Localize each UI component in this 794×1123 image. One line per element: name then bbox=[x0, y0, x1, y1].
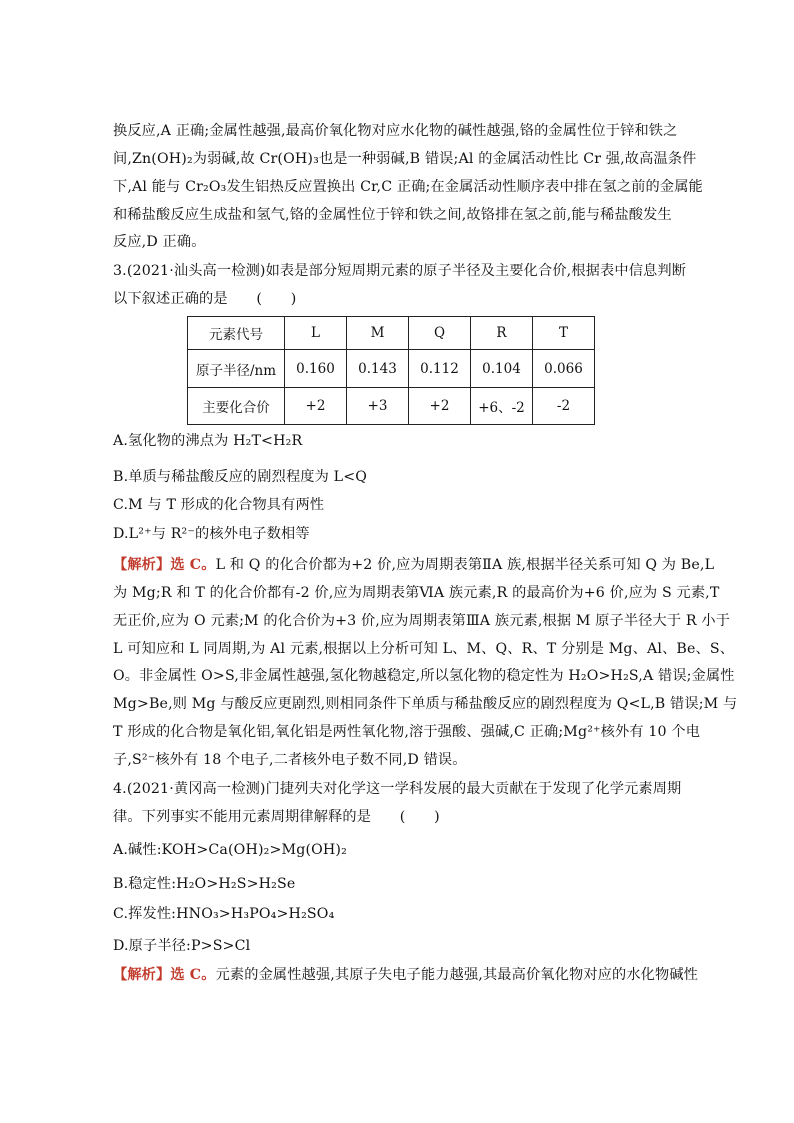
table-cell: Q bbox=[409, 317, 471, 350]
table-cell: +2 bbox=[285, 388, 347, 425]
table-cell: -2 bbox=[533, 388, 595, 425]
analysis-tag: 【解析】选 C。 bbox=[113, 967, 216, 983]
option-d: D.L²⁺与 R²⁻的核外电子数相等 bbox=[113, 526, 310, 542]
table-cell: R bbox=[471, 317, 533, 350]
table-cell: 0.143 bbox=[347, 350, 409, 388]
table-row bbox=[188, 350, 595, 388]
option-c: C.M 与 T 形成的化合物具有两性 bbox=[113, 497, 325, 513]
table-cell: 0.112 bbox=[409, 350, 471, 388]
analysis-line: Mg>Be,则 Mg 与酸反应更剧烈,则相同条件下单质与稀盐酸反应的剧烈程度为 Q<L,B 错误;M 与 bbox=[113, 696, 738, 712]
option-a: A.氢化物的沸点为 H₂T<H₂R bbox=[113, 433, 303, 449]
text-line: 间,Zn(OH)₂为弱碱,故 Cr(OH)₃也是一种弱碱,B 错误;Al 的金属活动性比 Cr 强,故高温条件 bbox=[113, 151, 697, 167]
analysis-line: 子,S²⁻核外有 18 个电子,二者核外电子数不同,D 错误。 bbox=[113, 752, 467, 768]
table-cell: 0.160 bbox=[285, 350, 347, 388]
text-line: 反应,D 正确。 bbox=[113, 234, 206, 250]
table-cell: +6、-2 bbox=[471, 388, 533, 425]
analysis-line bbox=[113, 555, 715, 575]
table-cell: M bbox=[347, 317, 409, 350]
text-line: 和稀盐酸反应生成盐和氢气,铬的金属性位于锌和铁之间,故铬排在氢之前,能与稀盐酸发生 bbox=[113, 207, 672, 223]
question-3-stem: 3.(2021·汕头高一检测)如表是部分短周期元素的原子半径及主要化合价,根据表中信息判断 bbox=[113, 263, 687, 279]
table-cell: L bbox=[285, 317, 347, 350]
question-4-stem: 律。下列事实不能用元素周期律解释的是 ( ) bbox=[113, 809, 440, 825]
analysis-text: 元素的金属性越强,其原子失电子能力越强,其最高价氧化物对应的水化物碱性 bbox=[215, 967, 699, 983]
analysis-line: L 可知应和 L 同周期,为 Al 元素,根据以上分析可知 L、M、Q、R、T 分别是 Mg、Al、Be、S、 bbox=[113, 641, 735, 657]
analysis-tag: 【解析】选 C。 bbox=[113, 557, 216, 573]
analysis-line: T 形成的化合物是氧化铝,氧化铝是两性氧化物,溶于强酸、强碱,C 正确;Mg²⁺核外有 10 个电 bbox=[113, 724, 701, 740]
table-row bbox=[188, 388, 595, 425]
analysis-line: 为 Mg;R 和 T 的化合价都有-2 价,应为周期表第ⅥA 族元素,R 的最高价为+6 价,应为 S 元素,T bbox=[113, 585, 720, 601]
table-cell: T bbox=[533, 317, 595, 350]
table-cell: 0.066 bbox=[533, 350, 595, 388]
question-4-stem: 4.(2021·黄冈高一检测)门捷列夫对化学这一学科发展的最大贡献在于发现了化学元素周期 bbox=[113, 781, 682, 797]
option-b: B.稳定性:H₂O>H₂S>H₂Se bbox=[113, 876, 296, 892]
analysis-line: O。非金属性 O>S,非金属性越强,氢化物越稳定,所以氢化物的稳定性为 H₂O>H₂S,A 错误;金属性 bbox=[113, 668, 735, 684]
analysis-text: L 和 Q 的化合价都为+2 价,应为周期表第ⅡA 族,根据半径关系可知 Q 为 Be,L bbox=[215, 557, 715, 573]
option-d: D.原子半径:P>S>Cl bbox=[113, 938, 251, 954]
option-c: C.挥发性:HNO₃>H₃PO₄>H₂SO₄ bbox=[113, 906, 335, 922]
text-line: 下,Al 能与 Cr₂O₃发生铝热反应置换出 Cr,C 正确;在金属活动性顺序表中排在氢之前的金属能 bbox=[113, 179, 703, 195]
table-cell: 0.104 bbox=[471, 350, 533, 388]
table-cell: +3 bbox=[347, 388, 409, 425]
table-cell: +2 bbox=[409, 388, 471, 425]
table-cell: 元素代号 bbox=[188, 317, 285, 350]
option-a: A.碱性:KOH>Ca(OH)₂>Mg(OH)₂ bbox=[113, 842, 347, 858]
analysis-line: 无正价,应为 O 元素;M 的化合价为+3 价,应为周期表第ⅢA 族元素,根据 M 原子半径大于 R 小于 bbox=[113, 613, 731, 629]
table-cell: 主要化合价 bbox=[188, 388, 285, 425]
option-b: B.单质与稀盐酸反应的剧烈程度为 L<Q bbox=[113, 469, 368, 485]
question-3-stem: 以下叙述正确的是 ( ) bbox=[113, 291, 297, 307]
table-row bbox=[188, 317, 595, 350]
table-cell: 原子半径/nm bbox=[188, 350, 285, 388]
text-line: 换反应,A 正确;金属性越强,最高价氧化物对应水化物的碱性越强,铬的金属性位于锌和铁之 bbox=[113, 123, 678, 139]
element-table bbox=[187, 316, 595, 425]
analysis-line bbox=[113, 965, 699, 985]
